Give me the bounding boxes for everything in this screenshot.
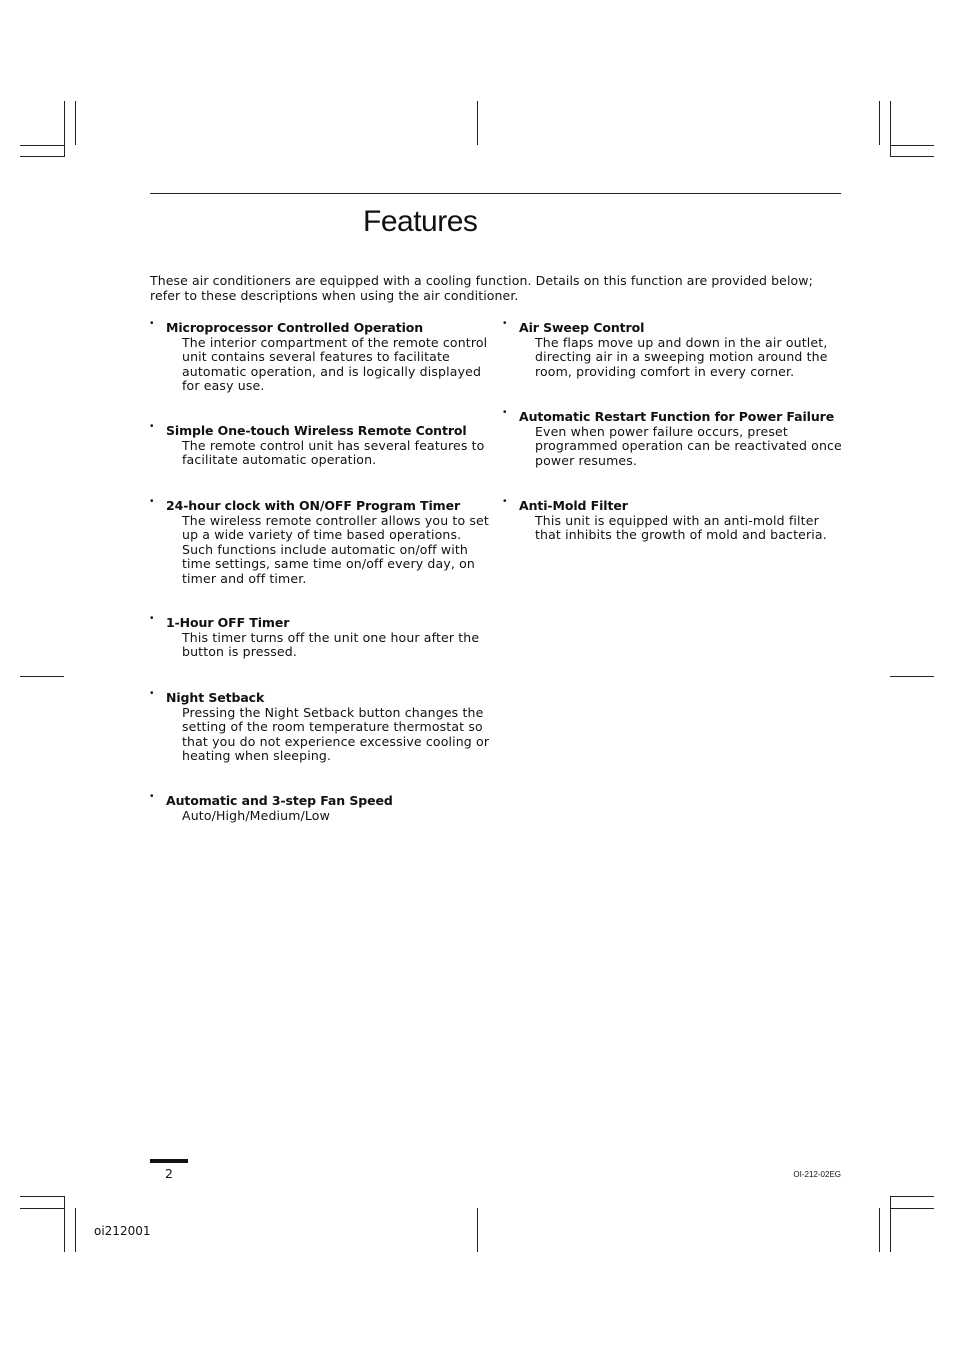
header-rule	[150, 193, 841, 194]
feature-description: Auto/High/Medium/Low	[182, 807, 330, 823]
crop-mark	[75, 1208, 76, 1252]
feature-item	[503, 407, 843, 468]
feature-description: Even when power failure occurs, preset programmed operation can be reactivated once power resumes.	[535, 423, 842, 468]
feature-title: Night Setback	[166, 690, 265, 705]
feature-description: This unit is equipped with an anti-mold filter that inhibits the growth of mold and bacteria.	[535, 512, 827, 543]
feature-description: Pressing the Night Setback button changes the setting of the room temperature thermostat so that you do not experience excessive cooling or heating when sleeping.	[182, 704, 490, 764]
bullet: •	[150, 318, 154, 329]
feature-description: The wireless remote controller allows you to set up a wide variety of time based operations. Such functions include automatic on/off with time settings, same time on/off every day, on timer and off timer.	[182, 512, 489, 586]
feature-description: The interior compartment of the remote control unit contains several features to facilitate automatic operation, and is logically displayed for easy use.	[182, 334, 488, 394]
crop-mark	[20, 156, 64, 157]
bullet: •	[503, 407, 507, 418]
page-number-bar	[150, 1159, 188, 1163]
page-number: 2	[165, 1166, 173, 1181]
feature-description: The flaps move up and down in the air outlet, directing air in a sweeping motion around the room, providing comfort in every corner.	[535, 334, 828, 379]
intro-paragraph: These air conditioners are equipped with a cooling function. Details on this function are provided below; refer to these descriptions when using the air conditioner.	[150, 273, 813, 303]
page-title: Features	[363, 205, 478, 238]
feature-item	[503, 318, 843, 379]
feature-item	[503, 496, 843, 543]
feature-item	[150, 496, 490, 586]
crop-mark	[890, 1196, 891, 1252]
bullet: •	[503, 496, 507, 507]
crop-mark	[75, 101, 76, 145]
file-id: oi212001	[94, 1224, 151, 1238]
feature-description: The remote control unit has several features to facilitate automatic operation.	[182, 437, 485, 468]
crop-mark	[20, 1208, 64, 1209]
crop-mark	[879, 1208, 880, 1252]
crop-mark	[20, 676, 64, 677]
bullet: •	[503, 318, 507, 329]
feature-title: Automatic Restart Function for Power Failure	[519, 409, 835, 424]
document-code: OI-212-02EG	[793, 1170, 841, 1179]
feature-title: Automatic and 3-step Fan Speed	[166, 793, 393, 808]
feature-title: Simple One-touch Wireless Remote Control	[166, 423, 467, 438]
crop-mark	[477, 101, 478, 145]
crop-mark	[890, 101, 891, 157]
feature-item	[150, 613, 490, 660]
feature-title: 24-hour clock with ON/OFF Program Timer	[166, 498, 461, 513]
crop-mark	[890, 676, 934, 677]
crop-mark	[879, 101, 880, 145]
feature-description: This timer turns off the unit one hour after the button is pressed.	[182, 629, 480, 660]
crop-mark	[64, 101, 65, 157]
feature-title: Anti-Mold Filter	[519, 498, 628, 513]
feature-title: 1-Hour OFF Timer	[166, 615, 290, 630]
feature-item	[150, 688, 490, 764]
feature-title: Microprocessor Controlled Operation	[166, 320, 424, 335]
bullet: •	[150, 421, 154, 432]
bullet: •	[150, 613, 154, 624]
feature-title: Air Sweep Control	[519, 320, 645, 335]
feature-item	[150, 318, 490, 394]
crop-mark	[890, 1196, 934, 1197]
feature-item	[150, 791, 490, 823]
crop-mark	[890, 156, 934, 157]
crop-mark	[20, 145, 64, 146]
bullet: •	[150, 791, 154, 802]
crop-mark	[20, 1196, 64, 1197]
crop-mark	[64, 1196, 65, 1252]
crop-mark	[477, 1208, 478, 1252]
crop-mark	[890, 1208, 934, 1209]
bullet: •	[150, 496, 154, 507]
bullet: •	[150, 688, 154, 699]
crop-mark	[890, 145, 934, 146]
feature-item	[150, 421, 490, 468]
